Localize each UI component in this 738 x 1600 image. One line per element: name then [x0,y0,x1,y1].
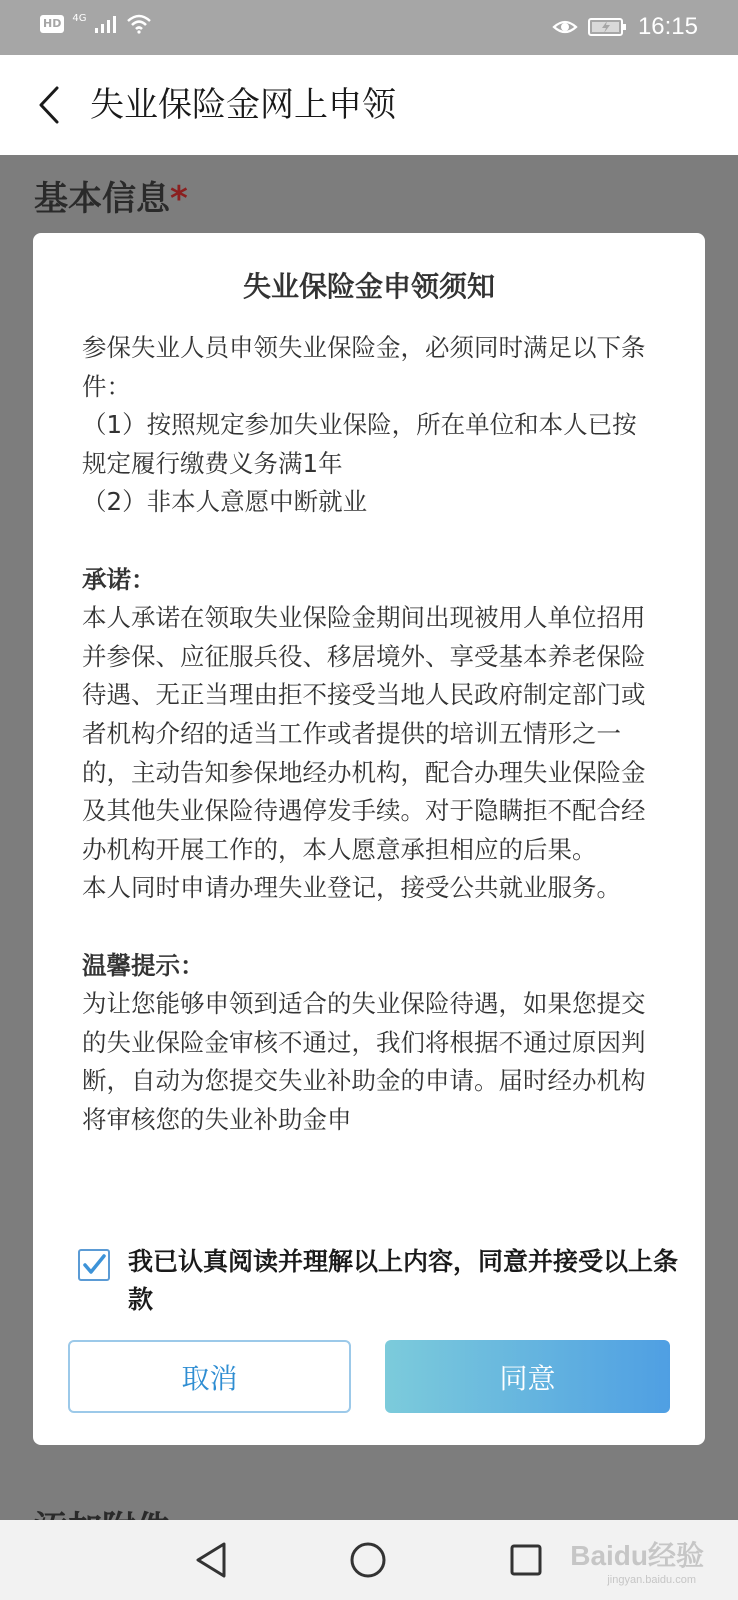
eye-comfort-icon [552,17,578,37]
hd-badge: HD [40,15,64,33]
nav-back-button[interactable] [190,1538,234,1582]
status-bar [0,0,738,55]
wifi-icon [126,14,152,34]
system-nav-bar [0,1520,738,1600]
agree-text[interactable]: 我已认真阅读并理解以上内容，同意并接受以上条款 [128,1247,679,1314]
required-mark: * [170,179,188,219]
checkmark-icon [80,1251,108,1279]
promise-heading: 承诺： [82,564,156,594]
battery-icon [588,17,628,37]
nav-home-button[interactable] [346,1538,390,1582]
status-left [40,14,152,34]
back-arrow-icon [35,85,65,125]
status-right [552,12,698,42]
section-basic-label: 基本信息 [34,179,170,219]
notice-dialog [33,233,705,1445]
page-title: 失业保险金网上申领 [90,85,396,125]
nav-recents-button[interactable] [504,1538,548,1582]
square-recents-icon [508,1542,544,1578]
triangle-back-icon [194,1540,230,1580]
condition-2: （2）非本人意愿中断就业 [82,487,368,517]
agree-checkbox[interactable] [78,1249,110,1281]
watermark-url: jingyan.baidu.com [607,1574,696,1586]
intro-text: 参保失业人员申领失业保险金，必须同时满足以下条件： [82,333,646,401]
condition-1: （1）按照规定参加失业保险，所在单位和本人已按规定履行缴费义务满1年 [82,410,637,478]
dialog-title: 失业保险金申领须知 [242,270,495,303]
promise-text: 本人承诺在领取失业保险金期间出现被用人单位招用并参保、应征服兵役、移居境外、享受基本养老保险待遇、无正当理由拒不接受当地人民政府制定部门或者机构介绍的适当工作或者提供的培训五情形之一的，主动告知参保地经办机构，配合办理失业保险金及其他失业保险待遇停发手续。对于隐瞒拒不配合经办机构开展工作的，本人愿意承担相应的后果。 [82,603,646,864]
circle-home-icon [348,1540,388,1580]
app-header [0,55,738,155]
tips-heading: 温馨提示： [82,950,205,980]
agree-row[interactable] [78,1243,688,1323]
signal-icon [94,14,118,34]
baidu-watermark: Baidu经验 [570,1540,704,1571]
network-type: 4G [72,12,87,24]
register-text: 本人同时申请办理失业登记，接受公共就业服务。 [82,873,621,903]
clock: 16:15 [637,13,698,40]
tips-text: 为让您能够申领到适合的失业保险待遇，如果您提交的失业保险金审核不通过，我们将根据不通过原因判断，自动为您提交失业补助金的申请。届时经办机构将审核您的失业补助金申 [82,989,646,1134]
cancel-button[interactable]: 取消 [68,1340,351,1413]
back-button[interactable] [22,77,78,133]
section-title-basic [34,175,188,223]
agree-button[interactable]: 同意 [385,1340,670,1413]
